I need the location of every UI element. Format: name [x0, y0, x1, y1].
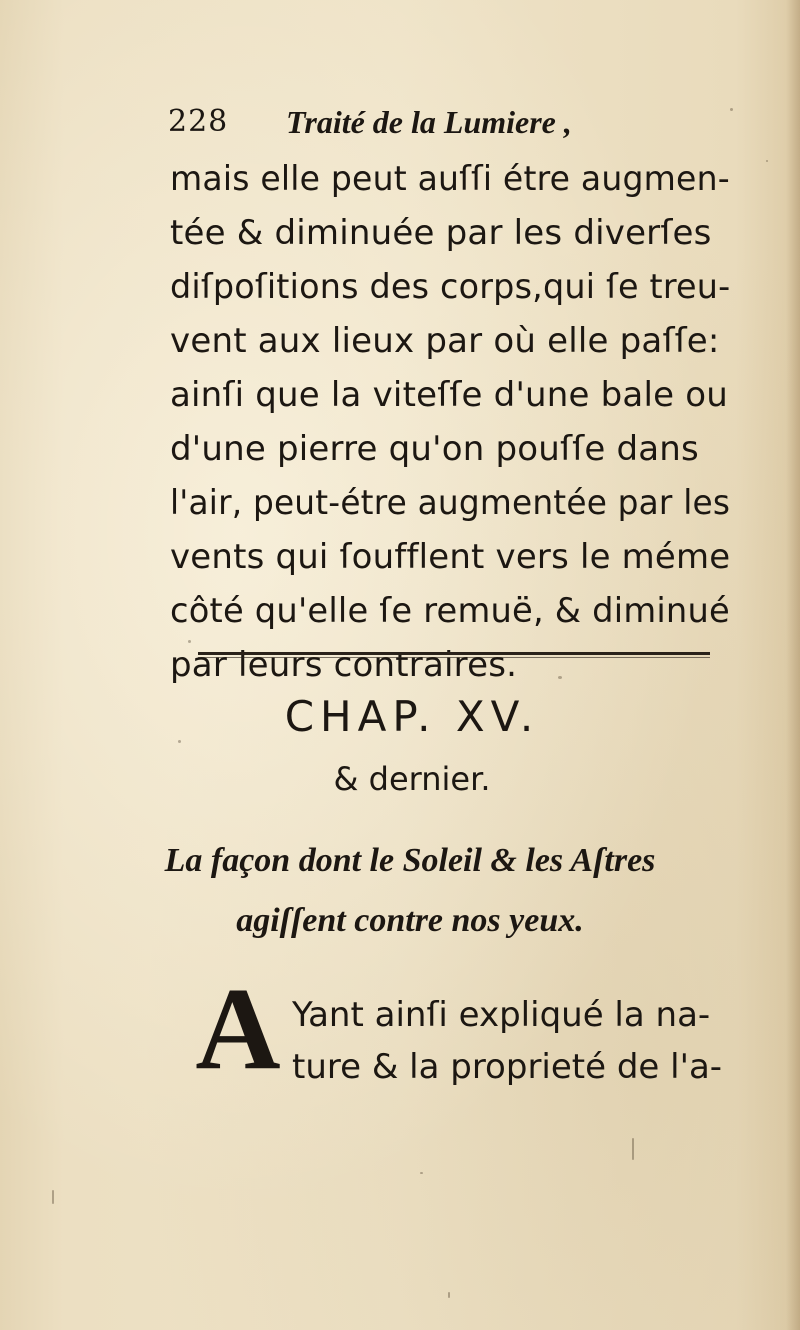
running-title: Traité de la Lumiere ,	[286, 104, 572, 140]
body-line: tée & diminuée par les diverſes	[170, 213, 712, 253]
chapter-heading: CHAP. XV.	[284, 692, 540, 741]
opening-line: ture & la proprieté de l'a-	[292, 1047, 723, 1087]
body-line: vents qui ſoufflent vers le méme	[170, 537, 731, 577]
page-header	[168, 104, 728, 154]
body-line: d'une pierre qu'on pouſſe dans	[170, 429, 699, 469]
section-divider-rule	[198, 652, 710, 655]
chapter-title-line: agiſſent contre nos yeux.	[236, 902, 584, 939]
body-line: mais elle peut auſſi étre augmen-	[170, 159, 730, 199]
page-number: 228	[168, 104, 229, 139]
opening-line: Yant ainſi expliqué la na-	[292, 995, 711, 1035]
chapter-title-line: La façon dont le Soleil & les Aſtres	[164, 842, 656, 879]
body-line: vent aux lieux par où elle paſſe:	[170, 321, 720, 361]
drop-cap-glyph: A	[195, 978, 281, 1078]
body-line: côté qu'elle ſe remuë, & diminué	[170, 591, 730, 631]
chapter-subheading: & dernier.	[333, 760, 491, 798]
body-line: diſpoſitions des corps,qui ſe treu-	[170, 267, 731, 307]
body-line: l'air, peut-étre augmentée par les	[170, 483, 731, 523]
body-line: par leurs contraires.	[170, 645, 518, 685]
page-edge-shadow	[786, 0, 800, 1330]
body-line: ainſi que la viteſſe d'une bale ou	[170, 375, 728, 415]
body-paragraph	[170, 152, 730, 692]
drop-cap-letter	[188, 978, 288, 1078]
